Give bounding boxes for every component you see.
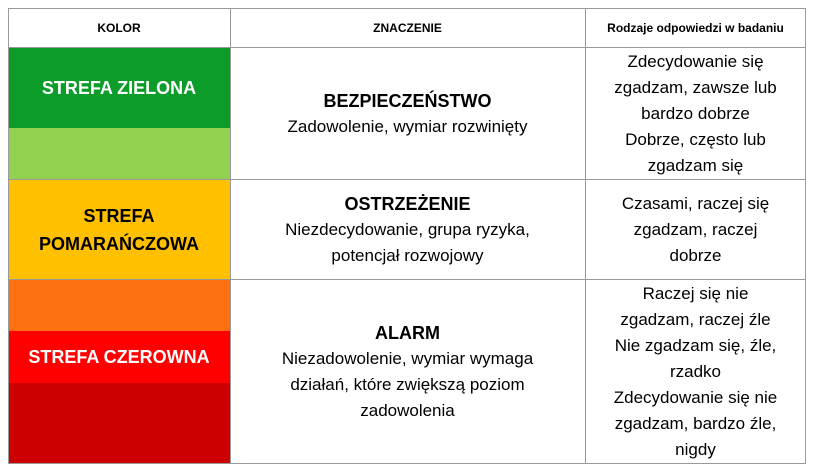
- red-zone-answers: [585, 279, 806, 464]
- grid-line: [8, 279, 806, 280]
- green-zone-swatch: [8, 47, 230, 128]
- header-meaning: ZNACZENIE: [373, 20, 442, 35]
- zones-table: [8, 8, 806, 464]
- orange-zone-meaning-title: OSTRZEŻENIE: [344, 193, 471, 214]
- red-zone-answer-line: Zdecydowanie się nie: [613, 387, 778, 407]
- light-green-swatch: [8, 128, 230, 180]
- green-zone-answers: [585, 47, 806, 180]
- red-zone-answer-line: Nie zgadzam się, źle,: [614, 335, 777, 355]
- grid-line: [230, 8, 231, 464]
- grid-line: [805, 8, 806, 464]
- green-zone-answer-line: zgadzam się: [647, 155, 744, 175]
- red-zone-swatch: [8, 331, 230, 383]
- orange-zone-swatch: [8, 180, 230, 279]
- red-zone-answer-line: Raczej się nie: [642, 283, 749, 303]
- green-zone-meaning: [230, 47, 585, 180]
- grid-line: [585, 8, 586, 464]
- green-zone-meaning-desc: Zadowolenie, wymiar rozwinięty: [287, 116, 528, 136]
- orange-zone-meaning: [230, 180, 585, 279]
- dark-red-swatch: [8, 383, 230, 464]
- header-answers: Rodzaje odpowiedzi w badaniu: [607, 20, 784, 35]
- red-zone-meaning-desc-line-2: działań, które zwiększą poziom: [290, 374, 525, 394]
- red-zone-answer-line: zgadzam, raczej źle: [620, 309, 771, 329]
- orange-zone-meaning-desc-line-1: Niezdecydowanie, grupa ryzyka,: [285, 219, 530, 239]
- grid-line: [8, 47, 806, 48]
- red-zone-meaning-desc-line-3: zadowolenia: [360, 400, 455, 420]
- orange-zone-label-line-1: STREFA: [83, 205, 155, 226]
- orange-zone-meaning-desc-line-2: potencjał rozwojowy: [331, 245, 484, 265]
- grid-line: [8, 8, 806, 9]
- red-zone-answer-line: zgadzam, bardzo źle,: [614, 413, 777, 433]
- green-zone-answer-line: Dobrze, często lub: [625, 129, 766, 149]
- red-zone-meaning-title: ALARM: [375, 322, 440, 343]
- orange-zone-answer-line: zgadzam, raczej: [633, 219, 758, 239]
- red-zone-answer-line: rzadko: [669, 361, 722, 381]
- red-zone-meaning-desc-line-1: Niezadowolenie, wymiar wymaga: [281, 348, 534, 368]
- red-zone-label: STREFA CZEROWNA: [28, 347, 210, 367]
- green-zone-label: STREFA ZIELONA: [41, 77, 197, 98]
- header-color: KOLOR: [97, 20, 141, 35]
- green-zone-answer-line: Zdecydowanie się: [627, 51, 764, 71]
- orange-zone-answer-line: Czasami, raczej się: [621, 193, 770, 213]
- orange-zone-answers: [585, 180, 806, 279]
- green-zone-answer-line: bardzo dobrze: [641, 103, 750, 123]
- orange-swatch: [8, 279, 230, 331]
- red-zone-answer-line: nigdy: [675, 439, 716, 459]
- orange-zone-answer-line: dobrze: [669, 245, 722, 265]
- grid-line: [8, 463, 806, 464]
- grid-line: [8, 179, 806, 180]
- red-zone-meaning: [230, 279, 585, 464]
- grid-line: [8, 8, 9, 464]
- orange-zone-label-line-2: POMARAŃCZOWA: [39, 233, 199, 254]
- green-zone-meaning-title: BEZPIECZEŃSTWO: [323, 90, 492, 111]
- green-zone-answer-line: zgadzam, zawsze lub: [614, 77, 777, 97]
